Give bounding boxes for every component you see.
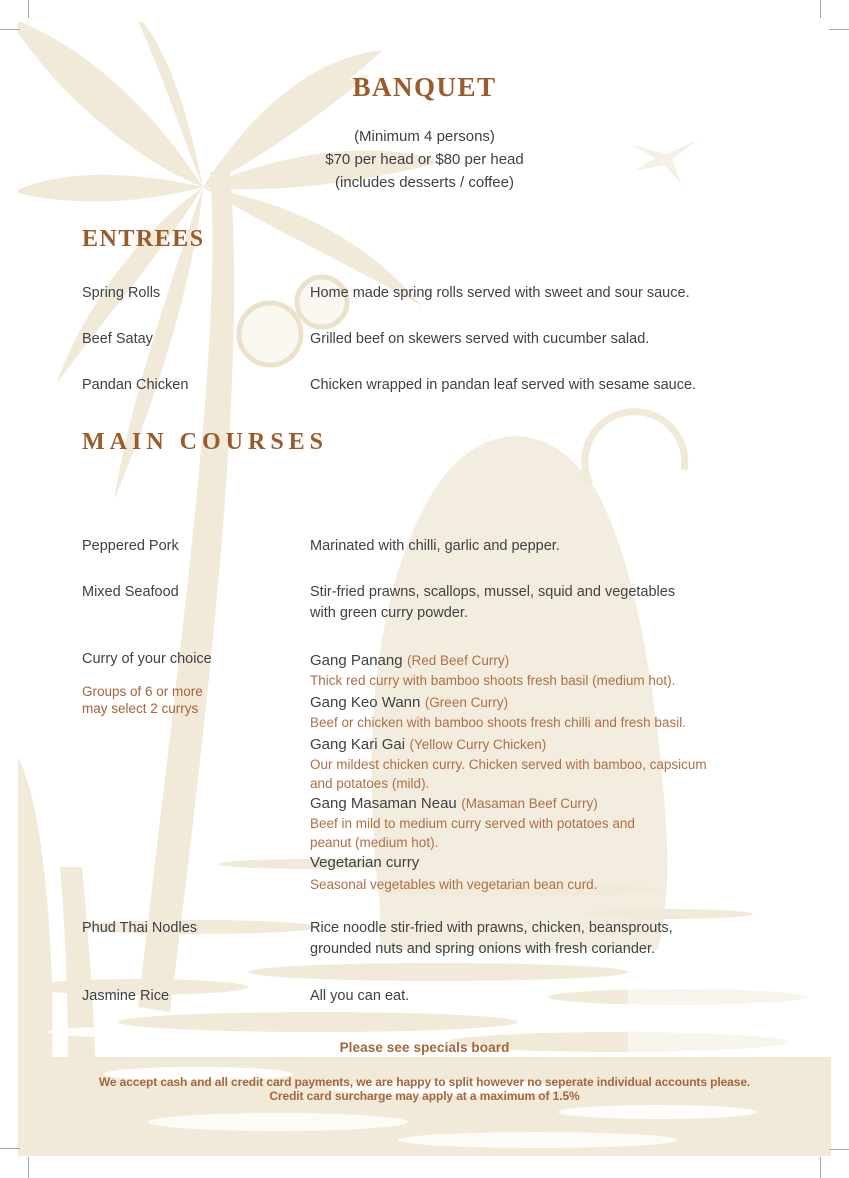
- curry-name: Gang Panang: [310, 652, 403, 669]
- curry-desc-line2: and potatoes (mild).: [310, 776, 430, 791]
- item-desc-spring-rolls: Home made spring rolls served with sweet and sour sauce.: [310, 285, 690, 301]
- item-name-pandan-chicken: Pandan Chicken: [82, 377, 189, 393]
- curry-option-gang-keo-wann: [310, 692, 750, 732]
- page-title: BANQUET: [352, 72, 497, 102]
- curry-desc-line1: Beef or chicken with bamboo shoots fresh chilli and fresh basil.: [310, 715, 686, 730]
- minimum-persons-line: (Minimum 4 persons): [354, 128, 495, 145]
- item-name-spring-rolls: Spring Rolls: [82, 285, 161, 301]
- curry-name: Vegetarian curry: [310, 854, 420, 871]
- item-name-jasmine-rice: Jasmine Rice: [82, 988, 170, 1004]
- specials-board-note: Please see specials board: [339, 1040, 510, 1055]
- curry-option-gang-panang: [310, 650, 750, 690]
- curry-note-line2: may select 2 currys: [82, 701, 199, 716]
- item-desc-jasmine-rice: All you can eat.: [310, 988, 410, 1004]
- curry-name: Gang Keo Wann: [310, 694, 421, 711]
- item-name-phud-thai: Phud Thai Nodles: [82, 920, 198, 936]
- item-name-peppered-pork: Peppered Pork: [82, 538, 179, 554]
- curry-subtitle: (Masaman Beef Curry): [461, 796, 598, 811]
- crop-mark-bottom-left-h: [0, 1148, 20, 1149]
- item-name-mixed-seafood: Mixed Seafood: [82, 584, 179, 600]
- crop-mark-bottom-right-v: [820, 1157, 821, 1178]
- crop-mark-top-left-v: [28, 0, 29, 18]
- curry-name: Gang Masaman Neau: [310, 795, 457, 812]
- main-courses-heading: MAIN COURSES: [82, 429, 329, 455]
- item-name-beef-satay: Beef Satay: [82, 331, 153, 347]
- curry-note-line1: Groups of 6 or more: [82, 684, 203, 699]
- item-name-curry-choice: Curry of your choice: [82, 651, 212, 667]
- phud-thai-desc-line1: Rice noodle stir-fried with prawns, chicken, beansprouts,: [310, 920, 673, 936]
- curry-desc-line1: Thick red curry with bamboo shoots fresh basil (medium hot).: [310, 673, 676, 688]
- curry-subtitle: (Green Curry): [424, 695, 509, 710]
- curry-desc-line1: Our mildest chicken curry. Chicken served with bamboo, capsicum: [310, 757, 707, 772]
- crop-mark-top-right-v: [820, 0, 821, 18]
- curry-desc-line1: Seasonal vegetables with vegetarian bean curd.: [310, 877, 598, 892]
- curry-subtitle: (Yellow Curry Chicken): [409, 737, 547, 752]
- mixed-seafood-desc-line1: Stir-fried prawns, scallops, mussel, squid and vegetables: [310, 584, 676, 600]
- item-desc-peppered-pork: Marinated with chilli, garlic and pepper.: [310, 538, 560, 554]
- entrees-heading: ENTREES: [82, 226, 205, 252]
- curry-option-vegetarian: [310, 852, 750, 894]
- crop-mark-bottom-left-v: [28, 1157, 29, 1178]
- item-desc-mixed-seafood: [310, 582, 750, 624]
- payment-note: [0, 1075, 849, 1103]
- mixed-seafood-desc-line2: with green curry powder.: [310, 605, 468, 621]
- item-desc-beef-satay: Grilled beef on skewers served with cucumber salad.: [310, 331, 650, 347]
- payment-note-line1: We accept cash and all credit card payments, we are happy to split however no seperate individual accounts please.: [98, 1075, 751, 1089]
- curry-subtitle: (Red Beef Curry): [407, 653, 510, 668]
- curry-name: Gang Kari Gai: [310, 736, 406, 753]
- includes-line: (includes desserts / coffee): [335, 174, 514, 191]
- curry-desc-line2: peanut (medium hot).: [310, 835, 439, 850]
- crop-mark-bottom-right-h: [829, 1149, 849, 1150]
- curry-option-gang-masaman-neau: [310, 793, 750, 852]
- sun-swirl: [585, 412, 685, 484]
- phud-thai-desc-line2: grounded nuts and spring onions with fresh coriander.: [310, 941, 655, 957]
- item-desc-phud-thai: [310, 918, 750, 960]
- crop-mark-top-right-h: [829, 29, 849, 30]
- crop-mark-top-left-h: [0, 29, 20, 30]
- curry-group-note: [82, 683, 203, 717]
- payment-note-line2: Credit card surcharge may apply at a maximum of 1.5%: [269, 1089, 580, 1103]
- price-line: $70 per head or $80 per head: [325, 151, 524, 168]
- curry-option-gang-kari-gai: [310, 734, 750, 793]
- curry-desc-line1: Beef in mild to medium curry served with potatoes and: [310, 816, 635, 831]
- banquet-conditions: [0, 125, 849, 194]
- item-desc-pandan-chicken: Chicken wrapped in pandan leaf served with sesame sauce.: [310, 377, 697, 393]
